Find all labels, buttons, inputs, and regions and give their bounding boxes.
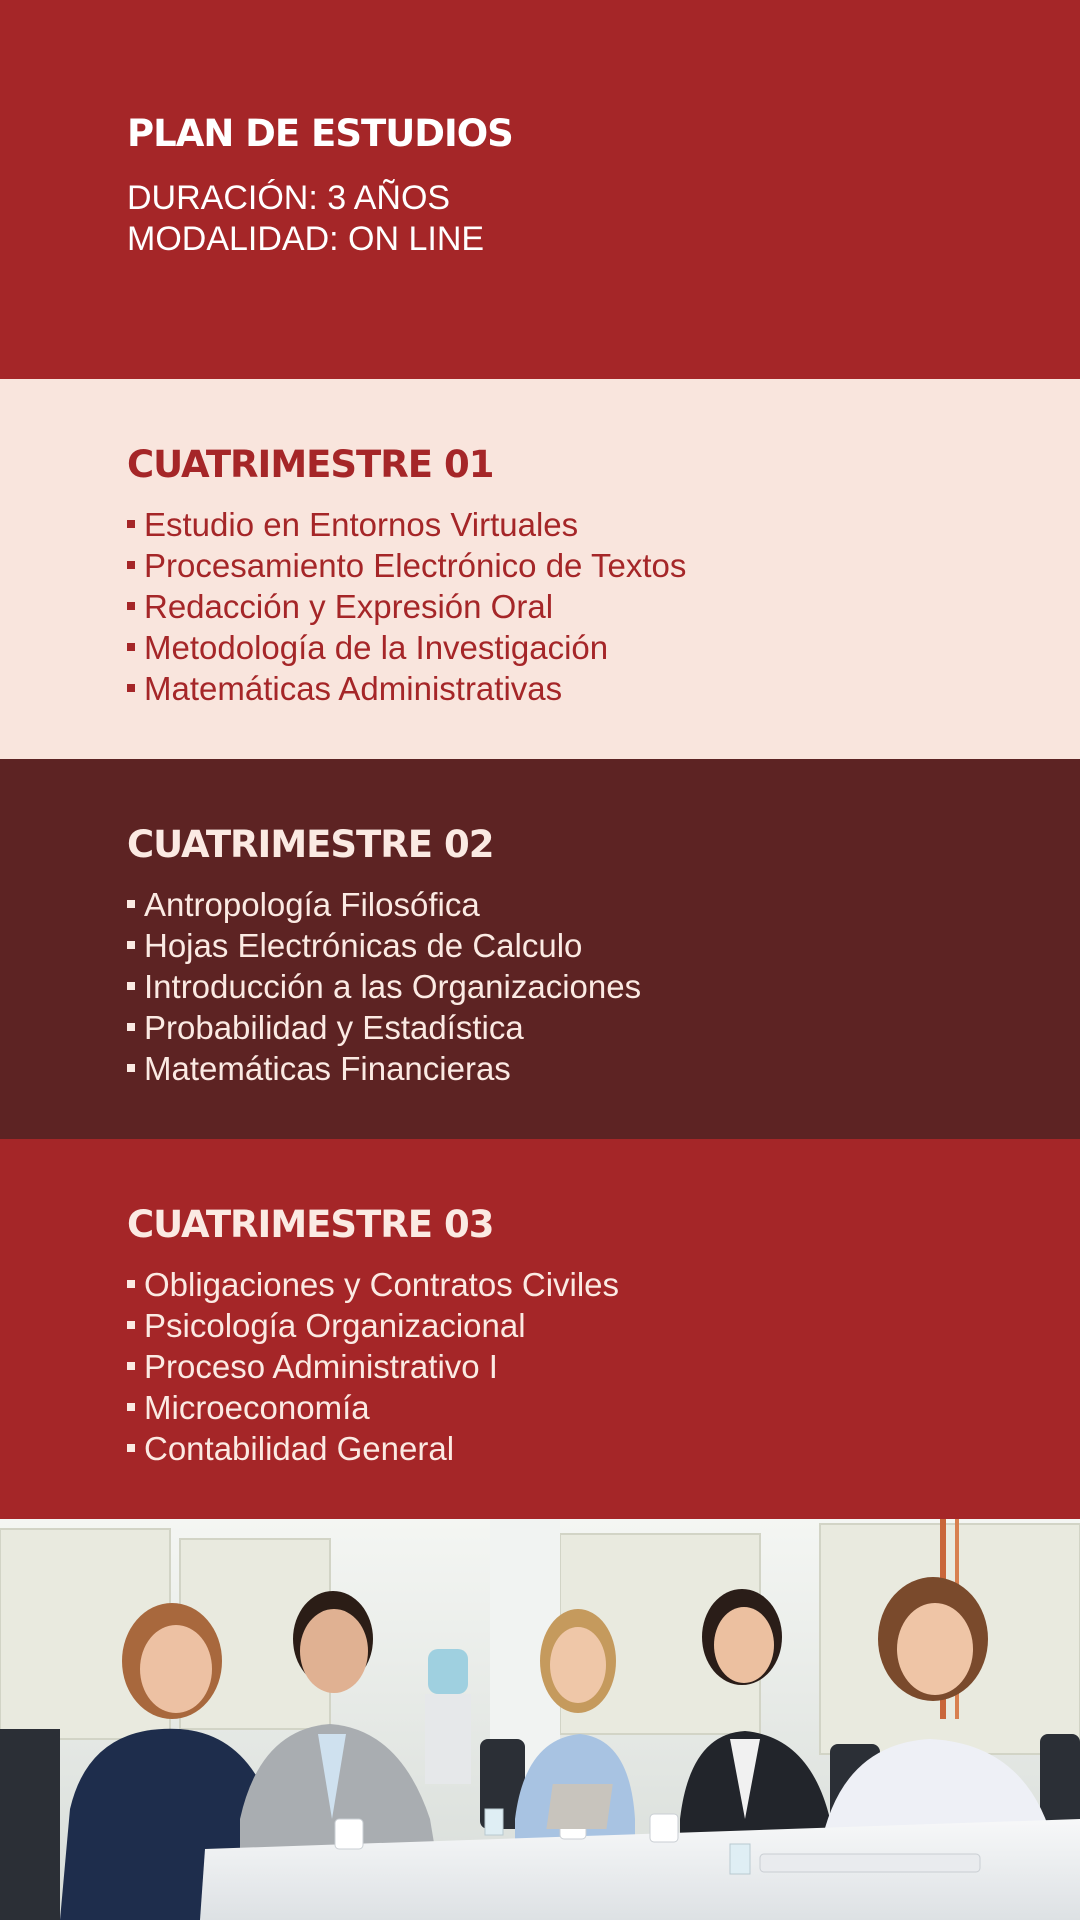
- plan-title: PLAN DE ESTUDIOS: [127, 112, 513, 155]
- term-3-title: CUATRIMESTRE 03: [127, 1203, 494, 1246]
- course-name: Estudio en Entornos Virtuales: [144, 506, 579, 543]
- course-name: Matemáticas Financieras: [144, 1050, 511, 1087]
- course-name: Metodología de la Investigación: [144, 629, 609, 666]
- course-item: [127, 1264, 619, 1305]
- term-2-course-list: [127, 884, 641, 1089]
- program-info: [127, 178, 484, 260]
- course-name: Obligaciones y Contratos Civiles: [144, 1266, 620, 1303]
- course-item: [127, 668, 686, 709]
- course-item: [127, 925, 641, 966]
- course-name: Microeconomía: [144, 1389, 370, 1426]
- water-cooler: [425, 1649, 471, 1784]
- term-2-title: CUATRIMESTRE 02: [127, 823, 494, 866]
- bullet-icon: [127, 1064, 135, 1072]
- course-item: [127, 586, 686, 627]
- term-1-title: CUATRIMESTRE 01: [127, 443, 494, 486]
- bullet-icon: [127, 1023, 135, 1031]
- bullet-icon: [127, 1362, 135, 1370]
- course-item: [127, 1346, 619, 1387]
- course-item: [127, 1048, 641, 1089]
- course-item: [127, 1305, 619, 1346]
- course-item: [127, 504, 686, 545]
- course-item: [127, 1428, 619, 1469]
- course-name: Probabilidad y Estadística: [144, 1009, 524, 1046]
- course-item: [127, 966, 641, 1007]
- term-1-section: [0, 379, 1080, 759]
- course-name: Introducción a las Organizaciones: [144, 968, 642, 1005]
- course-name: Proceso Administrativo I: [144, 1348, 498, 1385]
- course-item: [127, 627, 686, 668]
- bullet-icon: [127, 982, 135, 990]
- bullet-icon: [127, 1403, 135, 1411]
- bullet-icon: [127, 1280, 135, 1288]
- header-section: [0, 0, 1080, 379]
- course-item: [127, 1387, 619, 1428]
- term-1-course-list: [127, 504, 686, 709]
- course-name: Hojas Electrónicas de Calculo: [144, 927, 583, 964]
- course-name: Contabilidad General: [144, 1430, 455, 1467]
- team-meeting-photo: [0, 1519, 1080, 1920]
- course-name: Psicología Organizacional: [144, 1307, 526, 1344]
- duration-text: DURACIÓN: 3 AÑOS: [127, 179, 451, 217]
- term-3-course-list: [127, 1264, 619, 1469]
- bullet-icon: [127, 643, 135, 651]
- meeting-illustration: [0, 1519, 1080, 1920]
- course-item: [127, 884, 641, 925]
- term-2-section: [0, 759, 1080, 1139]
- bullet-icon: [127, 561, 135, 569]
- bullet-icon: [127, 684, 135, 692]
- bullet-icon: [127, 602, 135, 610]
- course-name: Matemáticas Administrativas: [144, 670, 563, 707]
- course-item: [127, 1007, 641, 1048]
- term-3-section: [0, 1139, 1080, 1519]
- bullet-icon: [127, 1444, 135, 1452]
- course-name: Redacción y Expresión Oral: [144, 588, 554, 625]
- bullet-icon: [127, 520, 135, 528]
- course-name: Procesamiento Electrónico de Textos: [144, 547, 687, 584]
- modality-text: MODALIDAD: ON LINE: [127, 220, 485, 258]
- course-item: [127, 545, 686, 586]
- bullet-icon: [127, 900, 135, 908]
- bullet-icon: [127, 941, 135, 949]
- course-name: Antropología Filosófica: [144, 886, 480, 923]
- bullet-icon: [127, 1321, 135, 1329]
